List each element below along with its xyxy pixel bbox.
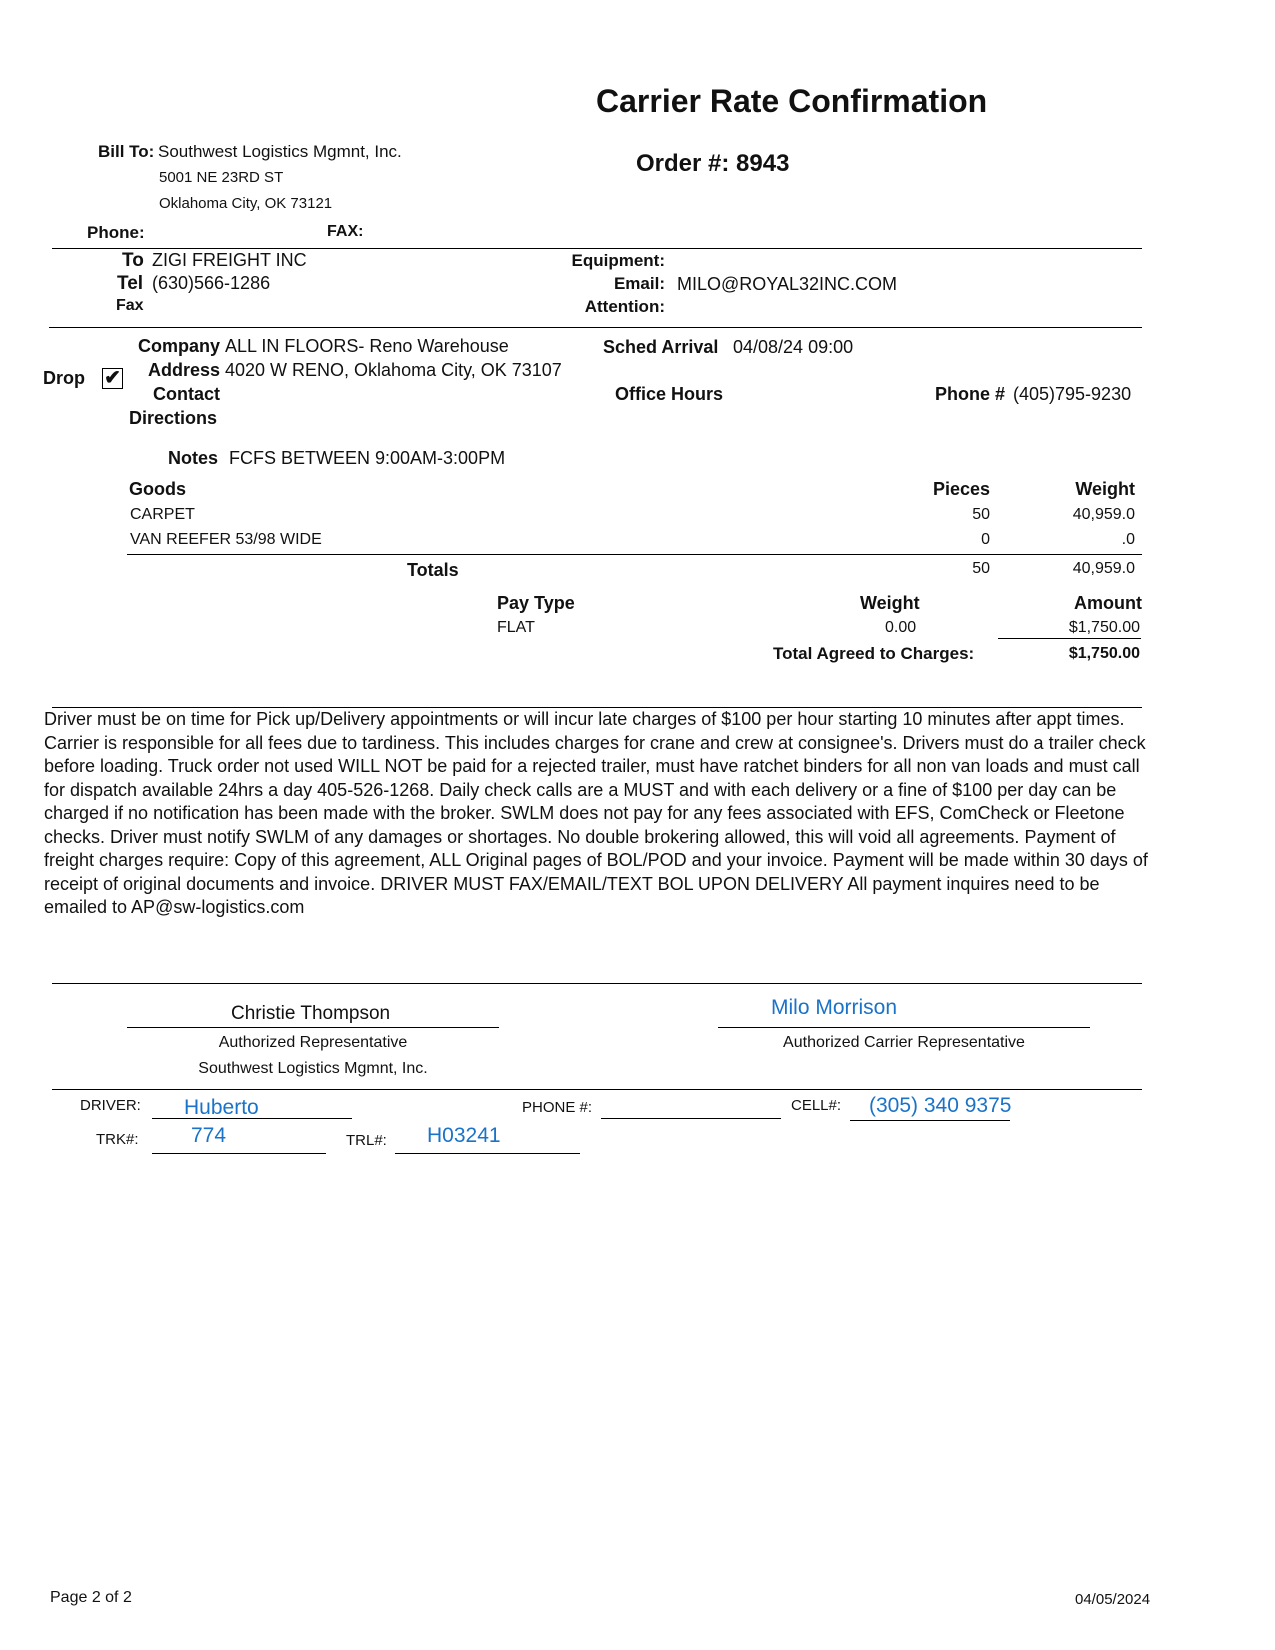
goods-row-1-weight: 40,959.0 [1072,506,1135,523]
goods-row-1-goods: CARPET [130,506,195,523]
bill-to-name: Southwest Logistics Mgmnt, Inc. [158,142,402,161]
carrier-signature-line [718,1027,1090,1028]
broker-role: Authorized Representative [218,1034,408,1051]
to-value: ZIGI FREIGHT INC [152,250,307,270]
total-agreed-value: $1,750.00 [1068,645,1140,662]
divider-2 [49,327,1142,328]
to-label: To [122,250,144,271]
order-value: 8943 [736,150,790,177]
divider-1 [52,248,1142,249]
pay-weight-header: Weight [860,593,920,613]
drop-label: Drop [43,368,85,388]
contact-label: Contact [153,384,220,404]
footer-date: 04/05/2024 [1075,1591,1151,1608]
divider-4 [52,983,1142,984]
driver-field[interactable]: Huberto [184,1096,259,1119]
stop-phone-value: (405)795-9230 [1013,384,1132,404]
bill-to-label: Bill To: [98,142,155,161]
page-title: Carrier Rate Confirmation [596,83,988,119]
trk-field[interactable]: 774 [191,1124,227,1147]
bill-to-address2: Oklahoma City, OK 73121 [159,195,333,212]
total-pieces: 50 [972,560,990,577]
email-label: Email: [613,274,665,293]
broker-company: Southwest Logistics Mgmnt, Inc. [198,1060,428,1077]
sched-arrival-label: Sched Arrival [603,337,719,357]
page-number: Page 2 of 2 [50,1589,132,1606]
pieces-header: Pieces [932,479,990,499]
amount-value: $1,750.00 [1068,619,1140,636]
carrier-role: Authorized Carrier Representative [783,1034,1025,1051]
bill-to-fax-label: FAX: [327,223,364,240]
sched-arrival-value: 04/08/24 09:00 [733,337,854,357]
tel-label: Tel [117,273,144,294]
office-hours-label: Office Hours [615,384,724,404]
goods-row-2-goods: VAN REEFER 53/98 WIDE [130,531,322,548]
order-label: Order #: [636,150,730,177]
pay-type-value: FLAT [497,619,535,636]
trl-field[interactable]: H03241 [427,1124,501,1147]
weight-header: Weight [1075,479,1135,499]
attention-label: Attention: [584,297,665,316]
cell-label: CELL#: [791,1097,842,1114]
phone-underline [601,1118,781,1119]
carrier-signature-name[interactable]: Milo Morrison [771,996,898,1019]
stop-phone-label: Phone # [935,384,1006,404]
bill-to-phone-label: Phone: [87,223,145,242]
amount-header: Amount [1074,593,1142,613]
cell-underline [850,1120,1010,1121]
goods-row-1-pieces: 50 [972,506,990,523]
trl-label: TRL#: [346,1132,387,1149]
notes-label: Notes [168,448,219,468]
goods-row-2-weight: .0 [1121,531,1135,548]
goods-row-2-pieces: 0 [981,531,990,548]
total-weight: 40,959.0 [1072,560,1135,577]
pay-weight-value: 0.00 [885,619,917,636]
company-value: ALL IN FLOORS- Reno Warehouse [225,336,509,356]
driver-underline [152,1118,352,1119]
notes-value: FCFS BETWEEN 9:00AM-3:00PM [229,448,506,468]
driver-label: DRIVER: [80,1097,141,1114]
cell-field[interactable]: (305) 340 9375 [869,1094,1012,1117]
order-number [636,150,789,178]
goods-totals-divider [127,554,1142,555]
fax-label: Fax [116,297,144,314]
trl-underline [395,1153,580,1154]
address-value: 4020 W RENO, Oklahoma City, OK 73107 [225,360,562,380]
drop-checkbox[interactable]: ✔ [102,368,123,389]
divider-5 [52,1089,1142,1090]
phone-label: PHONE #: [522,1099,593,1116]
equipment-label: Equipment: [571,251,665,270]
broker-signature-name: Christie Thompson [231,1003,391,1024]
trk-label: TRK#: [96,1131,139,1148]
trk-underline [152,1153,326,1154]
address-label: Address [147,360,220,380]
total-agreed-label: Total Agreed to Charges: [773,644,975,663]
goods-header: Goods [129,479,186,499]
pay-type-header: Pay Type [497,593,575,613]
tel-value: (630)566-1286 [152,273,271,293]
company-label: Company [137,336,220,356]
bill-to-address1: 5001 NE 23RD ST [159,169,284,186]
email-value: MILO@ROYAL32INC.COM [677,274,897,294]
directions-label: Directions [129,408,218,428]
amount-underline [998,638,1141,639]
terms-text: Driver must be on time for Pick up/Delivery appointments or will incur late charges of $100 per hour starting 10 minutes after appt times. Carrier is responsible for all fees due to tardiness. This includes charges for crane and crew at consignee's. Drivers must do a trailer check before loading. Truck order not used WILL NOT be paid for a rejected trailer, must have ratchet binders for all non van loads and must call for dispatch available 24hrs a day 405-526-1268. Daily check calls are a MUST and with each delivery or a fine of $100 per day can be charged if no notification has been made with the broker. SWLM does not pay for any fees associated with EFS, ComCheck or Fleetone checks. Driver must notify SWLM of any damages or shortages. No double brokering allowed, this will void all agreements. Payment of freight charges require: Copy of this agreement, ALL Original pages of BOL/POD and your invoice. Payment will be made within 30 days of receipt of original documents and invoice. DRIVER MUST FAX/EMAIL/TEXT BOL UPON DELIVERY All payment inquires need to be emailed to AP@sw-logistics.com [44,709,1148,917]
totals-label: Totals [407,560,459,580]
broker-signature-line [127,1027,499,1028]
